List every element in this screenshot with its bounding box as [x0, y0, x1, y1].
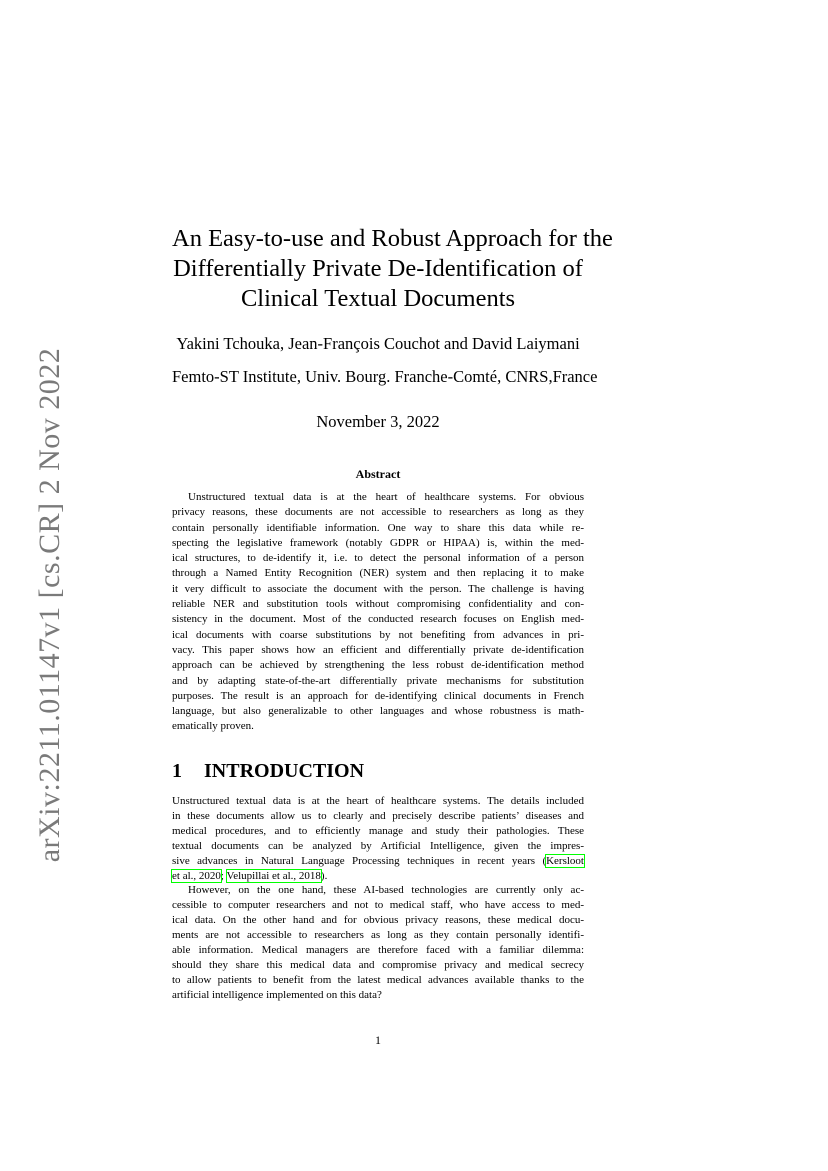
abstract-line: reliable NER and substitution tools without compromising confidentiality and con- — [172, 598, 584, 611]
citation-separator: ; — [220, 869, 227, 882]
citation-link-kersloot-cont[interactable]: et al., 2020 — [172, 869, 221, 882]
abstract-line: specting the legislative framework (notably GDPR or HIPAA) is, within the med- — [172, 536, 584, 549]
intro-line: cessible to computer researchers and not to medical staff, who have access to med- — [172, 899, 584, 912]
abstract-line: approach can be achieved by strengthening the less robust de-identification method — [172, 659, 584, 672]
citation-close: ). — [320, 869, 328, 882]
title-line: Differentially Private De-Identification of — [173, 255, 583, 282]
abstract-line: it very difficult to associate the document with the person. The challenge is having — [172, 582, 584, 595]
paper-title — [172, 224, 613, 314]
abstract-line: language, but also generalizable to other languages and whose robustness is math- — [172, 705, 584, 718]
intro-line-with-citation — [172, 854, 584, 869]
page-number: 1 — [375, 1033, 381, 1047]
section-heading-introduction — [172, 758, 584, 784]
intro-line: to allow patients to benefit from the latest medical advances available thanks to the — [172, 973, 584, 986]
intro-line: ical data. On the other hand and for obvious privacy reasons, these medical docu- — [172, 914, 584, 927]
abstract-line: Unstructured textual data is at the heart of healthcare systems. For obvious — [188, 491, 584, 503]
abstract-line: through a Named Entity Recognition (NER) system and then replacing it to make — [172, 567, 584, 580]
abstract-line: purposes. The result is an approach for de-identifying clinical documents in French — [172, 689, 584, 702]
abstract-line: and by adapting state-of-the-art differentially private mechanisms for substitution — [172, 674, 584, 687]
abstract-line: contain personally identifiable information. One way to share this data while re- — [172, 521, 584, 534]
abstract-line: vacy. This paper shows how an efficient and differentially private de-identification — [172, 643, 584, 656]
intro-line: should they share this medical data and compromise privacy and medical secrecy — [172, 958, 584, 971]
intro-line: Unstructured textual data is at the heart of healthcare systems. The details included — [172, 795, 584, 807]
title-line: Clinical Textual Documents — [240, 285, 516, 312]
affiliation: Femto-ST Institute, Univ. Bourg. Franche-Comté, CNRS,France — [172, 367, 598, 386]
abstract-heading: Abstract — [355, 467, 401, 481]
section-title: INTRODUCTION — [204, 760, 365, 782]
section-number: 1 — [172, 760, 182, 782]
authors: Yakini Tchouka, Jean-François Couchot and David Laiymani — [176, 334, 580, 353]
abstract-line: privacy reasons, these documents are not accessible to researchers as long as they — [172, 506, 584, 519]
intro-text-fragment: sive advances in Natural Language Processing techniques in recent years ( — [172, 854, 547, 867]
arxiv-identifier-stamp: arXiv:2211.01147v1 [cs.CR] 2 Nov 2022 — [33, 347, 66, 863]
abstract-line: sistency in the document. Most of the conducted research focuses on English med- — [172, 613, 584, 626]
citation-link-velupillai[interactable]: Velupillai et al., 2018 — [226, 869, 321, 882]
intro-line: medical procedures, and to efficiently manage and study their pathologies. These — [172, 824, 584, 837]
citation-link-kersloot[interactable]: Kersloot — [546, 854, 584, 867]
intro-line: able information. Medical managers are therefore faced with a familiar dilemma: — [172, 944, 584, 957]
abstract-line: ematically proven. — [172, 720, 254, 733]
intro-line-with-citation — [172, 869, 584, 884]
intro-line: ments are not accessible to researchers as long as they contain personally identifi- — [172, 929, 584, 942]
intro-line: However, on the one hand, these AI-based technologies are currently only ac- — [188, 884, 584, 897]
abstract-line: ical documents with coarse substitutions by not benefiting from advances in pri- — [172, 628, 584, 641]
intro-line: in these documents allow us to clearly and precisely describe patients’ diseases and — [172, 809, 584, 822]
title-line: An Easy-to-use and Robust Approach for the — [172, 225, 613, 252]
abstract-text — [172, 490, 584, 735]
intro-line: artificial intelligence implemented on this data? — [172, 988, 382, 1001]
intro-line: textual documents can be analyzed by Artificial Intelligence, given the impres- — [172, 839, 584, 852]
publication-date: November 3, 2022 — [316, 412, 440, 431]
abstract-line: ical structures, to de-identify it, i.e. to detect the personal information of a person — [172, 552, 584, 565]
introduction-text — [172, 794, 584, 1003]
